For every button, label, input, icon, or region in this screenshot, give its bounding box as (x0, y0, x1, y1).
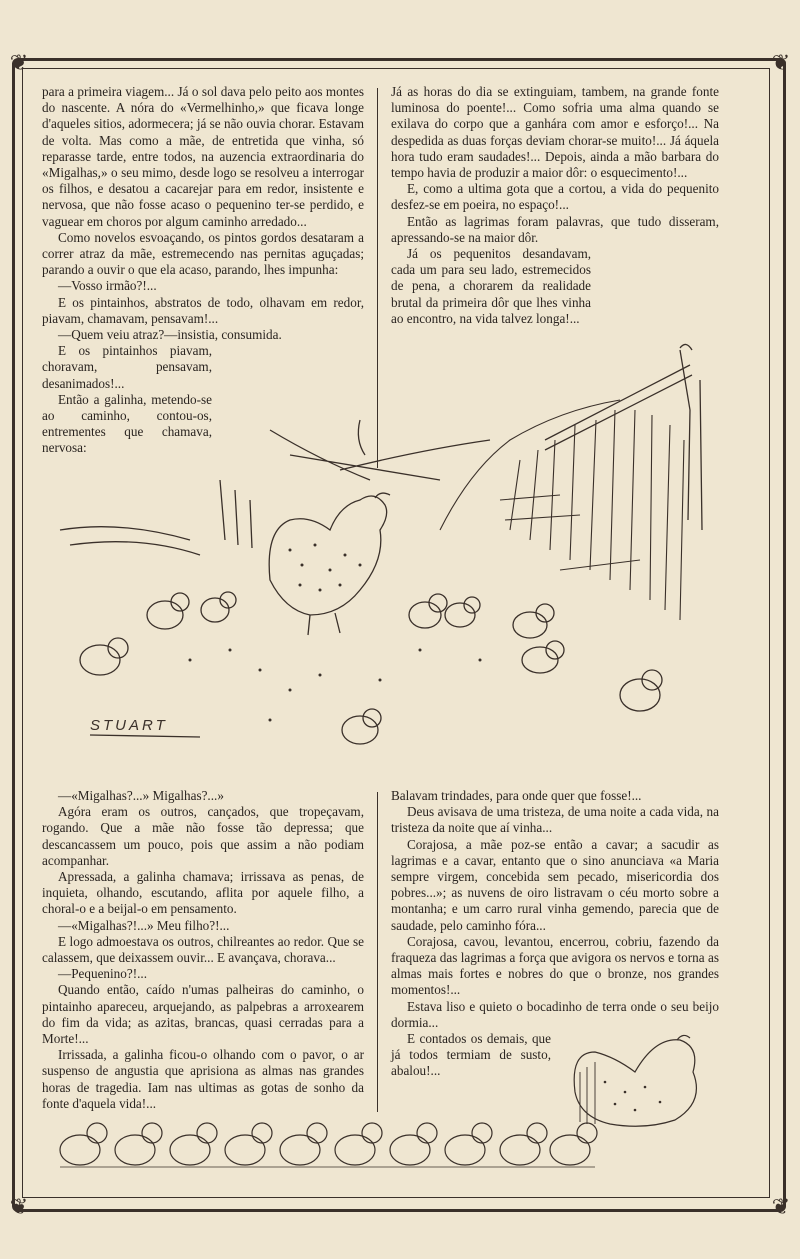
paragraph: E contados os demais, que já todos termiam de susto, abalou!... (391, 1031, 551, 1079)
paragraph: Corajosa, a mãe poz-se então a cavar; a sacudir as lagrimas e a cavar, entanto que o sino anunciava «a Maria sempre virgem, concebida sem pecado, misericordia dos pobres...»; as nuvens de oiro listravam o céu morto sobre a montanha; e um carro rural vinha gemendo, parecia que de saudade, pelo caminho fóra... (391, 836, 719, 933)
paragraph: Agóra eram os outros, cançados, que tropeçavam, rogando. Que a mãe não fosse tão depressa; que descancassem um pouco, pois que assim a não podiam acompanhar. (42, 804, 364, 868)
paragraph: Então a galinha, metendo-se ao caminho, contou-os, entrementes que chamava, nervosa: (42, 391, 212, 456)
paragraph: Irrissada, a galinha ficou-o olhando com o pavor, o ar suspenso de angustia que aprisiona as almas nas grandes horas de tragedia. Iam nas ultimas as gotas de sonho da fonte d'aquela vida!... (42, 1047, 364, 1111)
paragraph: —Quem veiu atraz?—insistia, consumida. (58, 327, 282, 343)
paragraph: —«Migalhas?...» Migalhas?...» (58, 788, 224, 803)
paragraph: —Vosso irmão?!... (58, 278, 157, 294)
paragraph: Então as lagrimas foram palavras, que tudo disseram, apressando-se na maior dôr. (391, 213, 719, 245)
paragraph: para a primeira viagem... Já o sol dava pelo peito aos montes do nascente. A nóra do «Vermelhinho,» que ficava longe d'aqueles sitios, adormecera; já se não ouvia chorar. Estavam de volta. Mas como a mãe, de entretida que vinha, só reparasse tarde, entre todos, na auzencia extraordinaria do «Migalhas,» o seu mimo, desde logo se resolveu a interrogar os filhos, e desatou a cacarejar para em redor, insistente e nervosa, que não fosse acaso o pequenino ter-se perdido, e vaguear em choros por algum caminho arredado... (42, 84, 364, 229)
paragraph: —Pequenino?!... (58, 966, 147, 982)
paragraph: Deus avisava de uma tristeza, de uma noite a cada vida, na tristeza da noite que aí vinha... (391, 804, 719, 836)
paragraph: Já as horas do dia se extinguiam, tambem, na grande fonte luminosa do poente!... Como sofria uma alma quando se exilava do corpo que a ganhára com amor e esforço!... Na despedida as duas forças deviam chorar-se muito!... Já áquela hora tudo eram saudades!... Depois, ainda a mão barbara do tempo havia de produzir a maior dôr: o esquecimento!... (391, 84, 719, 181)
paragraph: Estava liso e quieto o bocadinho de terra onde o seu beijo dormia... (391, 998, 719, 1030)
paragraph: E, como a ultima gota que a cortou, a vida do pequenito desfez-se em poeira, no espaço!... (391, 181, 719, 213)
text-column-bottom-left (42, 788, 364, 1112)
paragraph: Já os pequenitos desandavam, cada um para seu lado, estremecidos de pena, a chorarem da realidade brutal da primeira dôr que lhes vinha ao encontro, na vida talvez longa!... (391, 246, 591, 326)
ornament-bottom-right: ❦ (771, 1194, 791, 1219)
ornament-top-right: ❦ (771, 50, 791, 75)
text-column-top-right (391, 84, 719, 327)
paragraph: E os pintainhos, abstratos de todo, olhavam em redor, piavam, chamavam, pensavam!... (42, 294, 364, 326)
ornament-top-left: ❦ (9, 50, 29, 75)
paragraph: E os pintainhos piavam, choravam, pensavam, desanimados!... (42, 343, 212, 391)
paragraph: Quando então, caído n'umas palheiras do caminho, o pintainho apareceu, arquejando, as palpebras a arroxearem do fim da vida; as azitas, brancas, quasi cerradas para a Morte!... (42, 982, 364, 1047)
paragraph: —«Migalhas?!...» Meu filho?!... (58, 917, 230, 933)
paragraph: E logo admoestava os outros, chilreantes ao redor. Que se calassem, que deixassem ouvir... E avançava, chorava... (42, 933, 364, 966)
ornament-bottom-left: ❦ (9, 1194, 29, 1219)
hen-and-chicks-illustration (40, 330, 740, 770)
column-rule (377, 792, 378, 1112)
artist-signature: STUART (90, 717, 168, 734)
paragraph: Balavam trindades, para onde quer que fosse!... (391, 788, 642, 803)
paragraph: Corajosa, cavou, levantou, encerrou, cobriu, fazendo da fraqueza das lagrimas a força que avigora os nervos e torna as almas mais fortes e nobres do que o bronze, nos grandes momentos!... (391, 933, 719, 998)
paragraph: Apressada, a galinha chamava; irrissava as penas, de inquieta, olhando, escutando, aflita por aquele filho, a choral-o e a beijal-o em pensamento. (42, 869, 364, 917)
chicks-frieze-illustration (55, 1115, 600, 1175)
paragraph: Como novelos esvoaçando, os pintos gordos desataram a correr atraz da mãe, estremecendo nas pernitas aguçadas; parando a ouvir o que ela acaso, parando, lhes impunha: (42, 229, 364, 278)
